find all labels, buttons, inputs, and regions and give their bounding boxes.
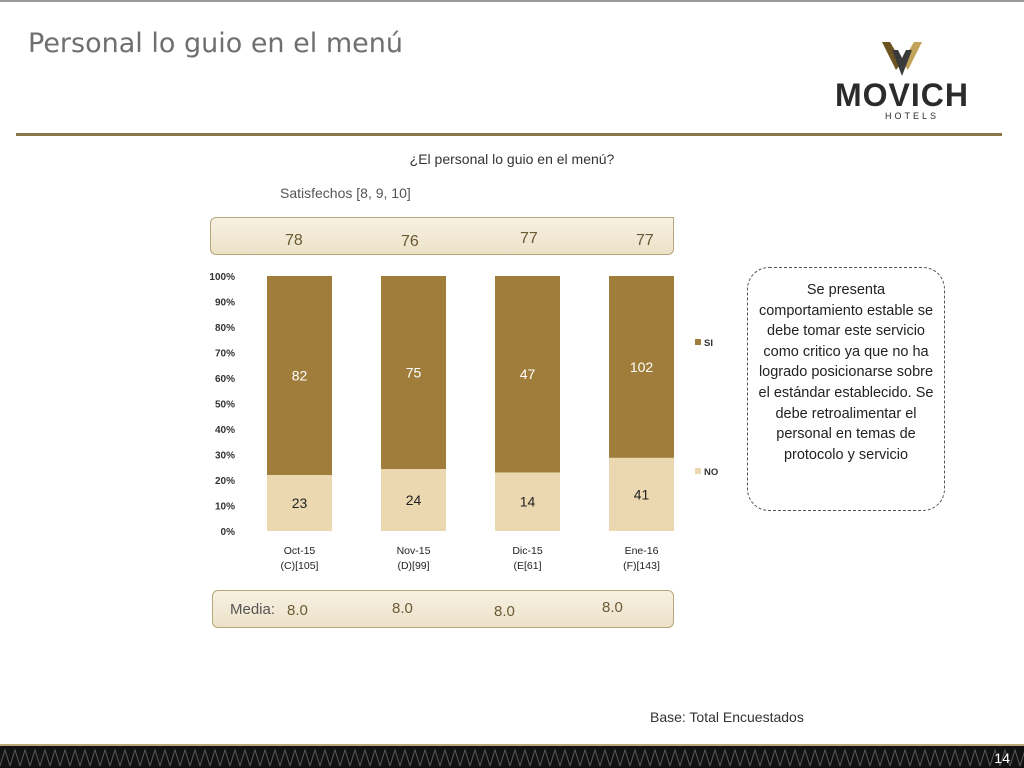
y-tick-label: 100%: [209, 272, 235, 283]
bar-label-si: 75: [405, 364, 422, 381]
satisfied-label: Satisfechos [8, 9, 10]: [280, 185, 411, 201]
satisfied-value: 77: [636, 232, 654, 249]
top-border: [0, 0, 1024, 2]
legend-label: NO: [704, 467, 719, 478]
bar-label-no: 14: [519, 493, 536, 510]
x-tick-label: Nov-15: [396, 545, 431, 557]
bar-label-si: 82: [291, 367, 308, 384]
satisfied-value: 77: [520, 230, 538, 247]
stacked-bar-chart: [200, 262, 730, 577]
y-tick-label: 60%: [214, 374, 235, 385]
media-value: 8.0: [392, 600, 413, 617]
satisfied-banner: [210, 217, 674, 255]
movich-logo: [812, 36, 992, 126]
y-tick-label: 50%: [214, 399, 235, 411]
y-tick-label: 10%: [214, 501, 235, 513]
media-value: 8.0: [287, 602, 308, 619]
media-value: 8.0: [494, 603, 515, 620]
media-value: 8.0: [602, 599, 623, 616]
y-tick-label: 70%: [214, 348, 235, 360]
slide-title: Personal lo guio en el menú: [28, 28, 403, 59]
x-tick-label: Ene-16: [624, 545, 659, 557]
y-tick-label: 30%: [214, 450, 235, 462]
page-number: 14: [994, 750, 1010, 766]
media-label: Media:: [230, 601, 276, 618]
base-note: Base: Total Encuestados: [650, 709, 804, 725]
logo-sub: HOTELS: [884, 111, 940, 121]
y-tick-label: 20%: [214, 476, 235, 487]
x-tick-label: Dic-15: [512, 545, 543, 557]
y-tick-label: 80%: [214, 323, 235, 334]
footer-pattern: [0, 744, 1024, 768]
bar-label-no: 41: [633, 486, 650, 503]
bar-label-si: 102: [629, 358, 654, 375]
logo-brand: MOVICH: [835, 77, 969, 113]
bar-label-no: 23: [291, 495, 308, 512]
y-tick-label: 40%: [214, 425, 235, 436]
x-tick-label: Oct-15: [283, 545, 316, 557]
bar-label-si: 47: [519, 366, 536, 383]
x-tick-label: (D)[99]: [397, 560, 430, 572]
y-tick-label: 90%: [214, 297, 235, 309]
legend-label: SI: [704, 338, 713, 349]
legend-swatch: [695, 468, 701, 474]
header-rule: [16, 133, 1002, 136]
x-tick-label: (C)[105]: [280, 560, 319, 572]
chart-title: ¿El personal lo guio en el menú?: [409, 151, 615, 167]
x-tick-label: (E[61]: [513, 560, 542, 572]
legend-swatch: [695, 339, 701, 345]
x-tick-label: (F)[143]: [623, 560, 660, 572]
insight-callout: Se presenta comportamiento estable se debe tomar este servicio como critico ya que no ha logrado posicionarse sobre el estándar establecido. Se debe retroalimentar el personal en temas de protocolo y servicio: [747, 267, 945, 511]
y-tick-label: 0%: [220, 527, 235, 538]
satisfied-value: 78: [285, 232, 303, 249]
satisfied-value: 76: [401, 233, 419, 250]
bar-label-no: 24: [405, 492, 422, 509]
